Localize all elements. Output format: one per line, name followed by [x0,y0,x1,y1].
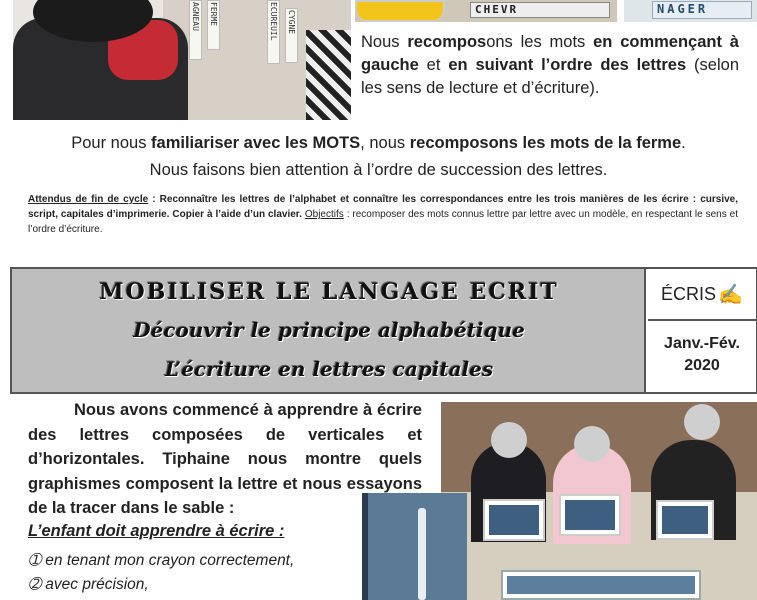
text: Pour nous [71,134,152,152]
text-bold: en commençant à gauche [361,33,739,74]
enfant-heading: L’enfant doit apprendre à écrire : [28,522,285,540]
letter-card: CYGNE [285,8,298,63]
date-box [648,323,756,392]
pencil-icon: ✍ [718,283,743,306]
list-item [28,551,294,570]
text: (selon les sens de lecture et d’écriture). [361,56,739,97]
ecris-text: ÉCRIS [661,283,717,304]
word-tiles: NAGER [652,1,752,19]
text-bold: recompos [407,33,487,51]
attendus-label: Attendus de fin de cycle [28,194,149,205]
text-bold: recomposons les mots de la ferme [409,134,682,152]
intro-paragraph-3: Nous faisons bien attention à l’ordre de succession des lettres. [149,161,608,179]
photo-child-letter-cards [13,0,351,120]
text: avec précision, [41,576,149,593]
letter-card: FERME [207,0,220,50]
ecris-label [648,269,756,321]
date-year: 2020 [684,357,720,374]
banner-title: MOBILISER LE LANGAGE ECRIT [99,279,559,305]
intro-paragraph-1 [361,31,739,100]
photo-word-tiles-nager [624,0,757,22]
banner-side [648,269,756,392]
attendus-text: : Reconnaître les lettres de l’alphabet et connaître les correspondances entre les trois manières de les écrire : cursive, script, capitales d’imprimerie. Copier à l’aide d’un clavier. [28,194,738,220]
number-icon: ➁ [28,576,41,593]
banner-subtitle: Découvrir le principe alphabétique [133,318,525,342]
objectifs-text: : recomposer des mots connus lettre par lettre avec un modèle, en respectant le sens et l’ordre d’écriture. [28,209,739,235]
text: ons les mots [486,33,594,51]
number-icon: ➀ [28,552,41,569]
word-tiles: CHEVR [470,2,610,18]
photo-word-tiles-chevre [355,0,617,22]
text: Nous avons commencé à apprendre à écrire des lettres composées de verticales et d’horizontales. Tiphaine nous montre quels graphismes composent la lettre et nous essayons de la tracer dans le sable : [28,401,422,517]
text: et [418,56,449,74]
photo-sand-letter-trace [362,493,467,600]
letter-card: AGNEAU [189,0,202,60]
text: en tenant mon crayon correctement, [41,552,295,569]
text-bold: en suivant l’ordre des lettres [448,56,687,74]
date-months: Janv.-Fév. [664,335,740,352]
letter-card: ECUREUIL [267,0,280,64]
objectifs-label: Objectifs [304,209,344,220]
banner-title-area [12,269,646,392]
text: Nous [361,33,408,51]
attendus-block [28,192,738,237]
list-item [28,575,149,594]
section-banner [10,267,757,394]
intro-paragraph-2 [0,132,757,155]
text: , nous [360,134,410,152]
text: . [681,134,686,152]
banner-subtitle-2: L’écriture en lettres capitales [164,357,494,381]
text-bold: familiariser avec les MOTS [151,134,361,152]
photo-children-sand-trays [441,402,757,600]
